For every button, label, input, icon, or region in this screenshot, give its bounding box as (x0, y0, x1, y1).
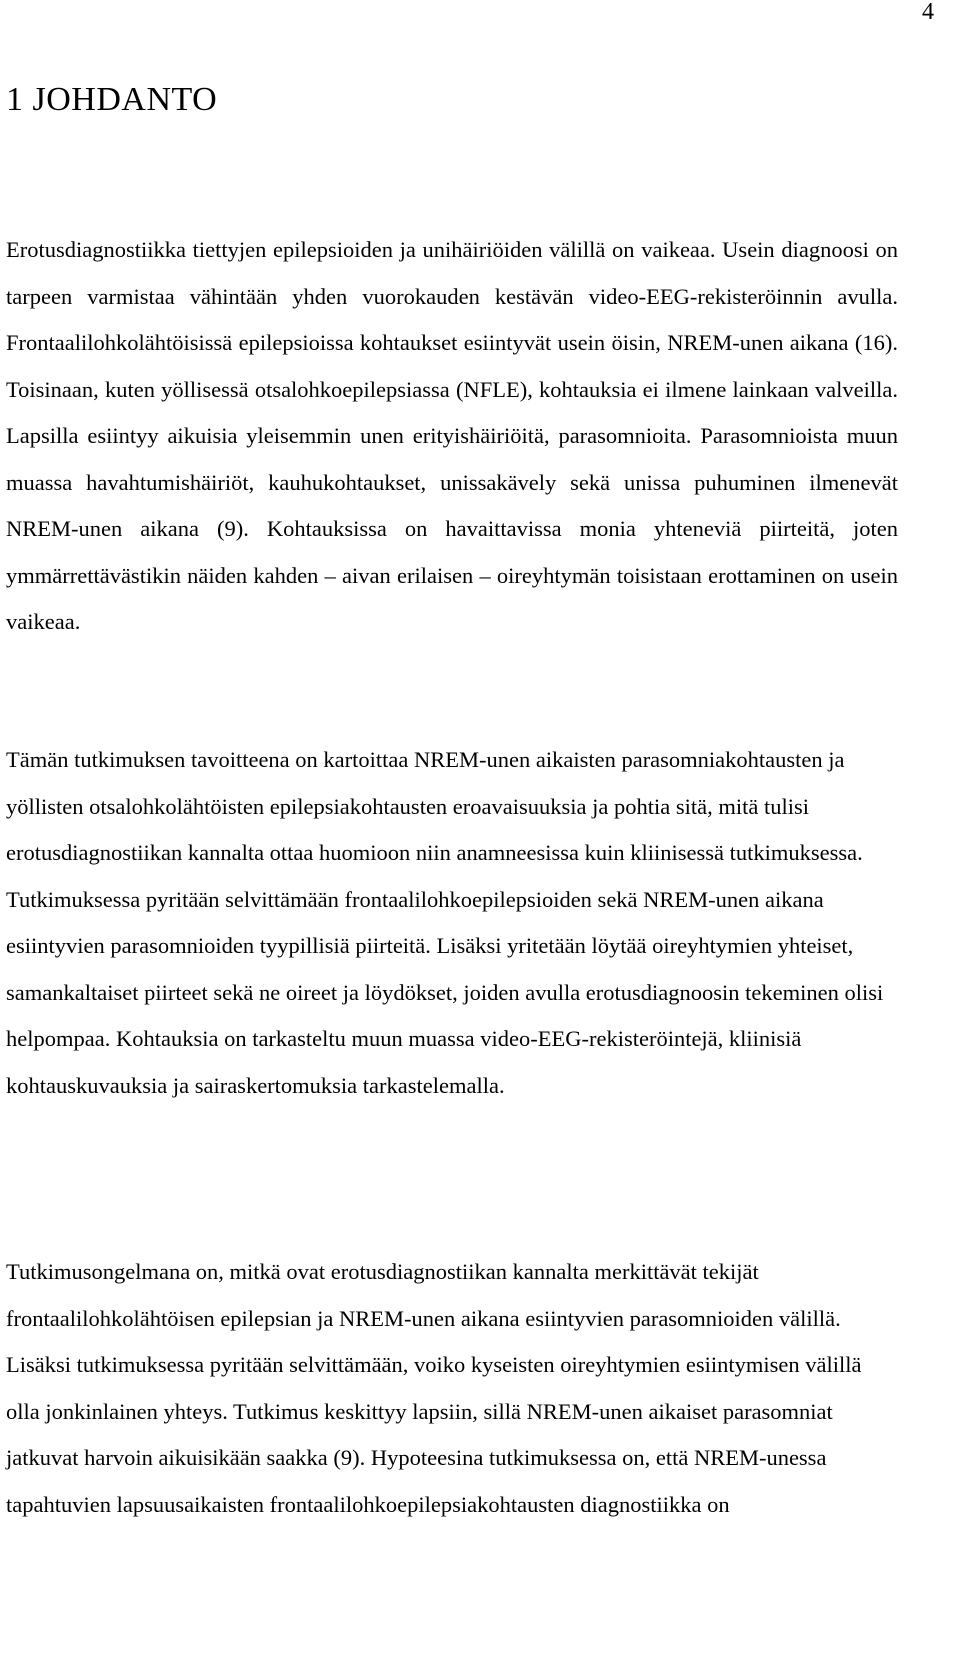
page-number: 4 (922, 0, 934, 25)
paragraph-introduction: Erotusdiagnostiikka tiettyjen epilepsioiden ja unihäiriöiden välillä on vaikeaa. Usein diagnoosi on tarpeen varmistaa vähintään yhden vuorokauden kestävän video-EEG-rekisteröinnin avulla. Frontaalilohkolähtöisissä epilepsioissa kohtaukset esiintyvät usein öisin, NREM-unen aikana (16). Toisinaan, kuten yöllisessä otsalohkoepilepsiassa (NFLE), kohtauksia ei ilmene lainkaan valveilla. Lapsilla esiintyy aikuisia yleisemmin unen erityishäiriöitä, parasomnioita. Parasomnioista muun muassa havahtumishäiriöt, kauhukohtaukset, unissakävely sekä unissa puhuminen ilmenevät NREM-unen aikana (9). Kohtauksissa on havaittavissa monia yhteneviä piirteitä, joten ymmärrettävästikin näiden kahden – aivan erilaisen – oireyhtymän toisistaan erottaminen on usein vaikeaa. (6, 237, 898, 634)
chapter-heading: 1 JOHDANTO (6, 81, 218, 118)
paragraph-research-problem: Tutkimusongelmana on, mitkä ovat erotusdiagnostiikan kannalta merkittävät tekijät frontaalilohkolähtöisen epilepsian ja NREM-unen aikana esiintyvien parasomnioiden välillä. Lisäksi tutkimuksessa pyritään selvittämään, voiko kyseisten oireyhtymien esiintymisen välillä olla jonkinlainen yhteys. Tutkimus keskittyy lapsiin, sillä NREM-unen aikaiset parasomniat jatkuvat harvoin aikuisikään saakka (9). Hypoteesina tutkimuksessa on, että NREM-unessa tapahtuvien lapsuusaikaisten frontaalilohkoepilepsiakohtausten diagnostiikka on (6, 1259, 862, 1517)
paragraph-objective: Tämän tutkimuksen tavoitteena on kartoittaa NREM-unen aikaisten parasomniakohtausten ja yöllisten otsalohkolähtöisten epilepsiakohtausten eroavaisuuksia ja pohtia sitä, mitä tulisi erotusdiagnostiikan kannalta ottaa huomioon niin anamneesissa kuin kliinisessä tutkimuksessa. Tutkimuksessa pyritään selvittämään frontaalilohkoepilepsioiden sekä NREM-unen aikana esiintyvien parasomnioiden tyypillisiä piirteitä. Lisäksi yritetään löytää oireyhtymien yhteiset, samankaltaiset piirteet sekä ne oireet ja löydökset, joiden avulla erotusdiagnoosin tekeminen olisi helpompaa. Kohtauksia on tarkasteltu muun muassa video-EEG-rekisteröintejä, kliinisiä kohtauskuvauksia ja sairaskertomuksia tarkastelemalla. (6, 747, 884, 1098)
